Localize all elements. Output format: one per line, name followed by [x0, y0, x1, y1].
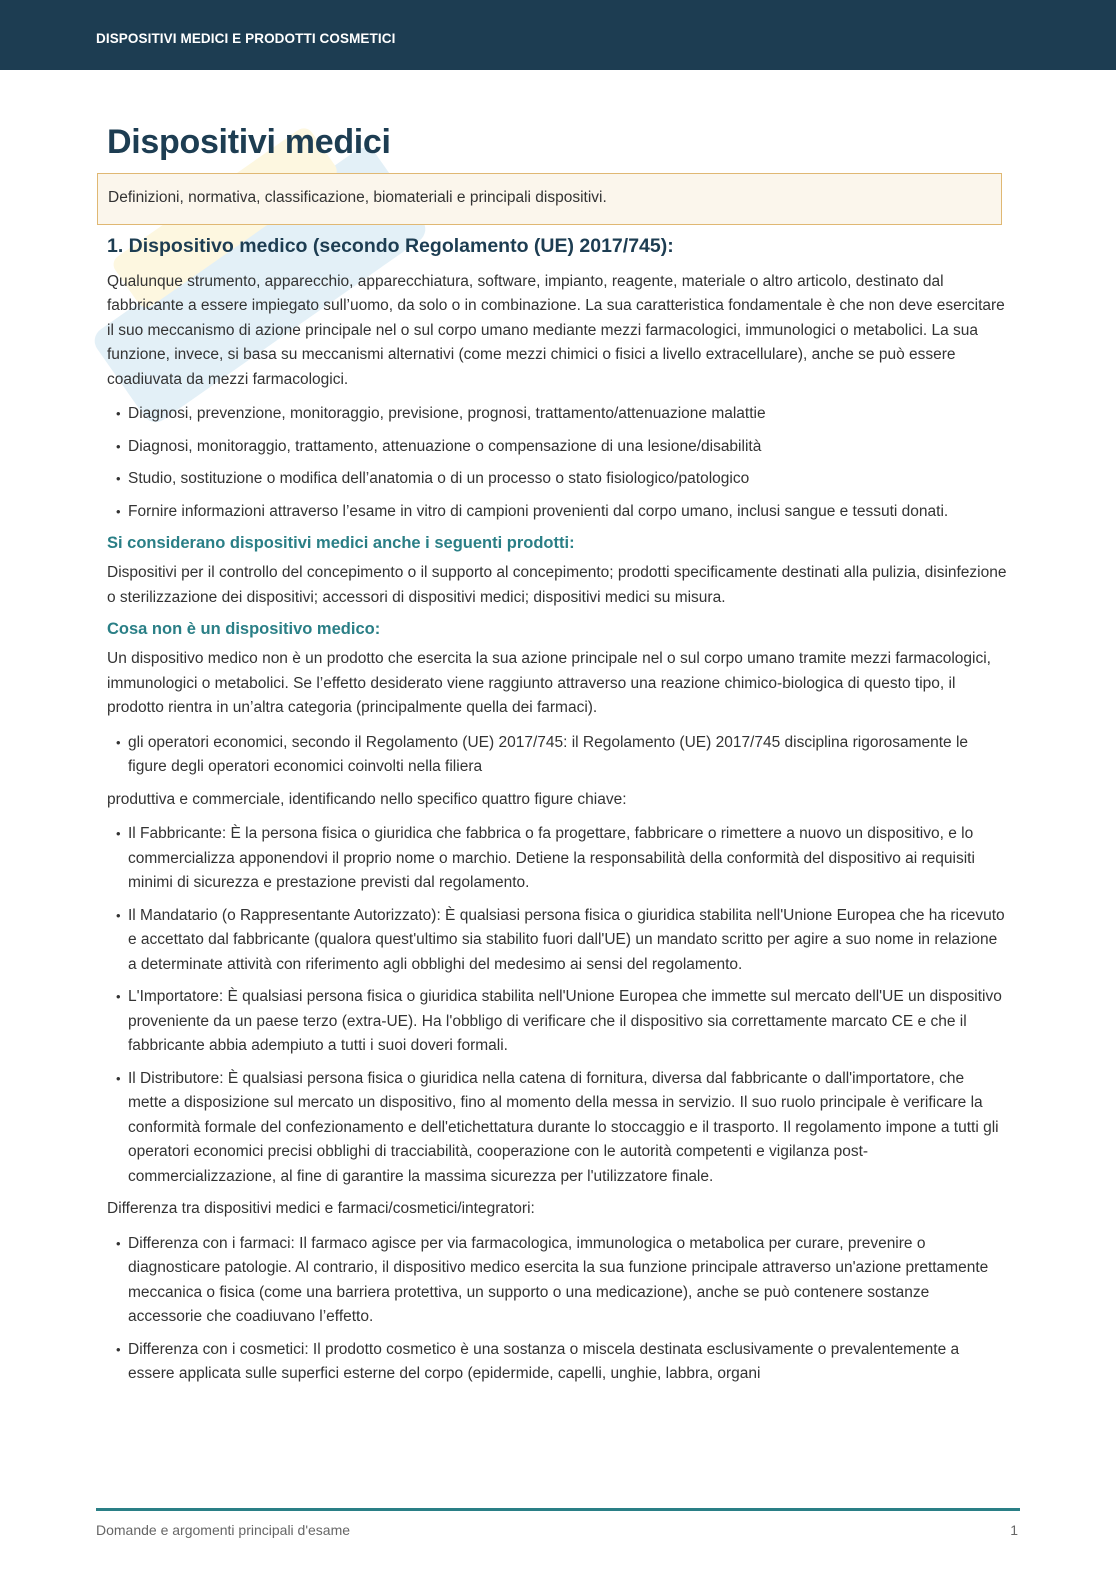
bullet-icon: • [116, 471, 121, 487]
bullet-icon: • [116, 907, 121, 923]
list-item [107, 1067, 1007, 1190]
section-title: 1. Dispositivo medico (secondo Regolamento (UE) 2017/745): [107, 234, 674, 257]
list-item [107, 1338, 1007, 1387]
header-title: DISPOSITIVI MEDICI E PRODOTTI COSMETICI [96, 31, 396, 46]
document-content [107, 122, 1007, 1395]
operators-list [107, 822, 1007, 1189]
bullet-icon: • [116, 989, 121, 1005]
page-number: 1 [1010, 1522, 1018, 1538]
list-item-text: Differenza con i farmaci: Il farmaco agisce per via farmacologica, immunologica o metabolica per curare, prevenire o diagnosticare patologie. Al contrario, il dispositivo medico esercita la sua funzione principale attraverso un'azione prettamente meccanica o fisica (come una barriera protettiva, un supporto o una medicazione), anche se può contenere sostanze accessorie che coadiuvano l’effetto. [128, 1234, 989, 1326]
list-item [107, 467, 1007, 492]
list-item [107, 822, 1007, 896]
differences-intro: Differenza tra dispositivi medici e farmaci/cosmetici/integratori: [107, 1200, 535, 1218]
subheading-not-device: Cosa non è un dispositivo medico: [107, 620, 381, 639]
operators-continuation: produttiva e commerciale, identificando nello specifico quattro figure chiave: [107, 790, 627, 808]
list-item-text: Fornire informazioni attraverso l’esame in vitro di campioni provenienti dal corpo umano, inclusi sangue e tessuti donati. [128, 502, 949, 520]
differences-list [107, 1232, 1007, 1387]
list-item [107, 1232, 1007, 1330]
bullet-icon: • [116, 1235, 121, 1251]
top-header-bar [0, 0, 1116, 70]
bullet-icon: • [116, 1341, 121, 1357]
bullet-icon: • [116, 826, 121, 842]
also-devices-paragraph: Dispositivi per il controllo del concepimento o il supporto al concepimento; prodotti specificamente destinati alla pulizia, disinfezione o sterilizzazione dei dispositivi; accessori di dispositivi medici; dispositivi medici su misura. [107, 564, 1007, 606]
footer-divider [96, 1508, 1020, 1511]
list-item-text: gli operatori economici, secondo il Regolamento (UE) 2017/745: il Regolamento (UE) 2017/745 disciplina rigorosamente le figure degli operatori economici coinvolti nella filiera [128, 733, 969, 776]
purpose-list [107, 402, 1007, 524]
list-item-text: Studio, sostituzione o modifica dell’anatomia o di un processo o stato fisiologico/patologico [128, 470, 750, 488]
list-item [107, 402, 1007, 427]
list-item-text: Il Distributore: È qualsiasi persona fisica o giuridica nella catena di fornitura, diversa dal fabbricante o dall'importatore, che mette a disposizione sul mercato un dispositivo, fino al momento della messa in servizio. Il suo ruolo principale è verificare la conformità formale del confezionamento e dell'etichettatura durante lo stoccaggio e il trasporto. Il regolamento impone a tutti gli operatori economici precisi obblighi di tracciabilità, cooperazione con le autorità competenti e vigilanza post-commercializzazione, al fine di garantire la massima sicurezza per l'utilizzatore finale. [128, 1069, 999, 1185]
list-item-text: Differenza con i cosmetici: Il prodotto cosmetico è una sostanza o miscela destinata esclusivamente o prevalentemente a essere applicata sulle superfici esterne del corpo (epidermide, capelli, unghie, labbra, organi [128, 1340, 960, 1383]
list-item-text: Il Mandatario (o Rappresentante Autorizzato): È qualsiasi persona fisica o giuridica stabilita nell'Unione Europea che ha ricevuto e accettato dal fabbricante (qualora quest'ultimo sia stabilito fuori dall'UE) un mandato scritto per agire a suo nome in relazione a determinate attività con riferimento agli obblighi del medesimo ai sensi del regolamento. [128, 906, 1005, 973]
list-item-text: L'Importatore: È qualsiasi persona fisica o giuridica stabilita nell'Unione Europea che immette sul mercato dell'UE un dispositivo proveniente da un paese terzo (extra-UE). Ha l'obbligo di verificare che il dispositivo sia correttamente marcato CE e che il fabbricante abbia adempiuto a tutti i suoi doveri formali. [128, 988, 1002, 1055]
bullet-icon: • [116, 438, 121, 454]
list-item-text: Il Fabbricante: È la persona fisica o giuridica che fabbrica o fa progettare, fabbricare o rimettere a nuovo un dispositivo, e lo commercializza apponendovi il proprio nome o marchio. Detiene la responsabilità della conformità del dispositivo ai requisiti minimi di sicurezza e prestazione previsti dal regolamento. [128, 825, 975, 892]
list-item [107, 731, 1007, 780]
operators-intro-list [107, 731, 1007, 780]
list-item [107, 435, 1007, 460]
definition-paragraph: Qualunque strumento, apparecchio, apparecchiatura, software, impianto, reagente, materiale o altro articolo, destinato dal fabbricante a essere impiegato sull’uomo, da solo o in combinazione. La sua caratteristica fondamentale è che non deve esercitare il suo meccanismo di azione principale nel o sul corpo umano mediante mezzi farmacologici, immunologici o metabolici. La sua funzione, invece, si basa su meccanismi alternativi (come mezzi chimici o fisici a livello extracellulare), anche se può essere coadiuvata da mezzi farmacologici. [107, 272, 1005, 388]
list-item [107, 985, 1007, 1059]
bullet-icon: • [116, 406, 121, 422]
bullet-icon: • [116, 1070, 121, 1086]
list-item-text: Diagnosi, prevenzione, monitoraggio, previsione, prognosi, trattamento/attenuazione malattie [128, 405, 766, 423]
list-item [107, 500, 1007, 525]
footer-text: Domande e argomenti principali d'esame [96, 1522, 351, 1538]
page-title: Dispositivi medici [107, 123, 391, 161]
not-device-paragraph: Un dispositivo medico non è un prodotto che esercita la sua azione principale nel o sul corpo umano tramite mezzi farmacologici, immunologici o metabolici. Se l’effetto desiderato viene raggiunto attraverso una reazione chimico-biologica di questo tipo, il prodotto rientra in un’altra categoria (principalmente quella dei farmaci). [107, 650, 991, 717]
list-item [107, 904, 1007, 978]
subheading-also-devices: Si considerano dispositivi medici anche i seguenti prodotti: [107, 534, 575, 553]
bullet-icon: • [116, 503, 121, 519]
bullet-icon: • [116, 734, 121, 750]
list-item-text: Diagnosi, monitoraggio, trattamento, attenuazione o compensazione di una lesione/disabilità [128, 437, 762, 455]
lead-box: Definizioni, normativa, classificazione, biomateriali e principali dispositivi. [97, 173, 1002, 225]
